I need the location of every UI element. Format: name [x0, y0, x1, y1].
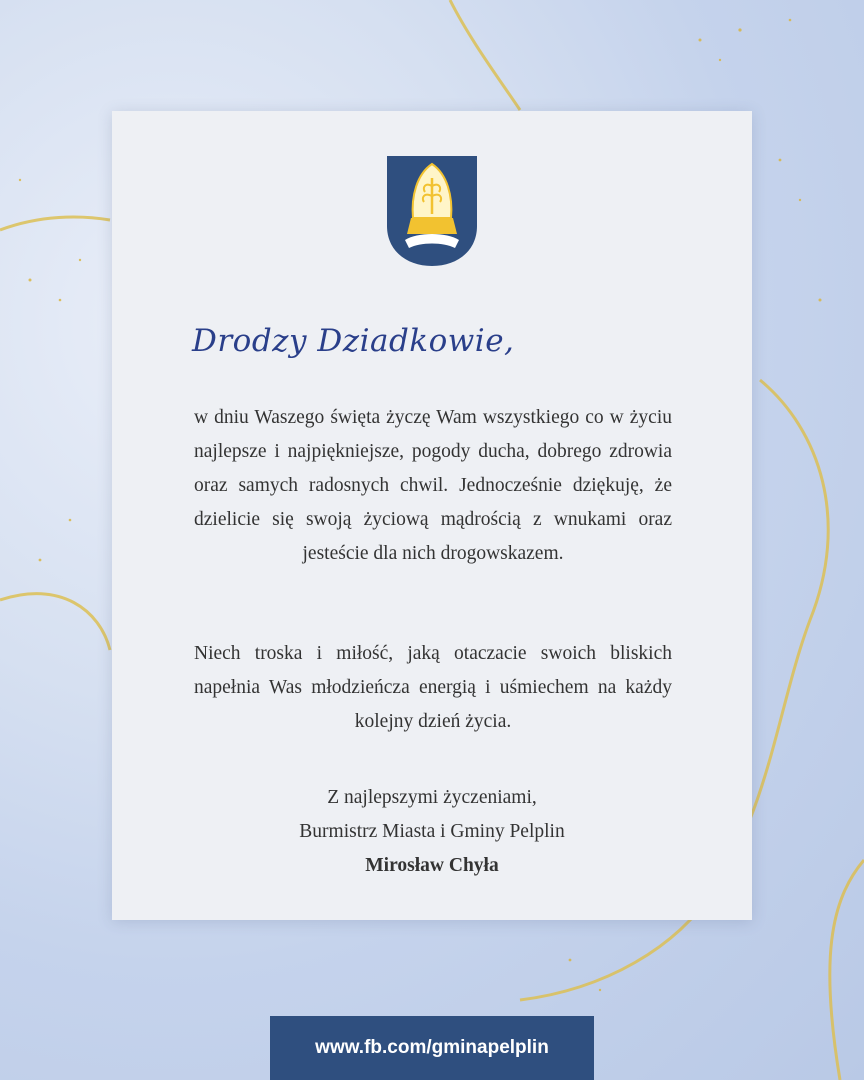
coat-of-arms-icon — [387, 156, 477, 266]
signer-name: Mirosław Chyła — [365, 855, 499, 876]
wishes-paragraph-2: Niech troska i miłość, jaką otaczacie swoich bliskich napełnia Was młodzieńcza energią i uśmiechem na każdy kolejny dzień życia. — [194, 643, 672, 732]
wishes-paragraph: w dniu Waszego święta życzę Wam wszystkiego co w życiu najlepsze i najpiękniejsze, pogody ducha, dobrego zdrowia oraz samych radosnych chwil. Jednocześnie dziękuję, że dzielicie się swoją życiową mądrością z wnukami oraz jesteście dla nich drogowskazem. — [194, 407, 672, 564]
greeting-card — [112, 111, 752, 920]
signature-block — [112, 781, 752, 883]
greeting-heading: Drodzy Dziadkowie, — [192, 323, 515, 359]
facebook-link[interactable]: www.fb.com/gminapelplin — [270, 1016, 594, 1080]
signer-title: Burmistrz Miasta i Gminy Pelplin — [299, 821, 565, 842]
closing-line: Z najlepszymi życzeniami, — [327, 787, 537, 808]
